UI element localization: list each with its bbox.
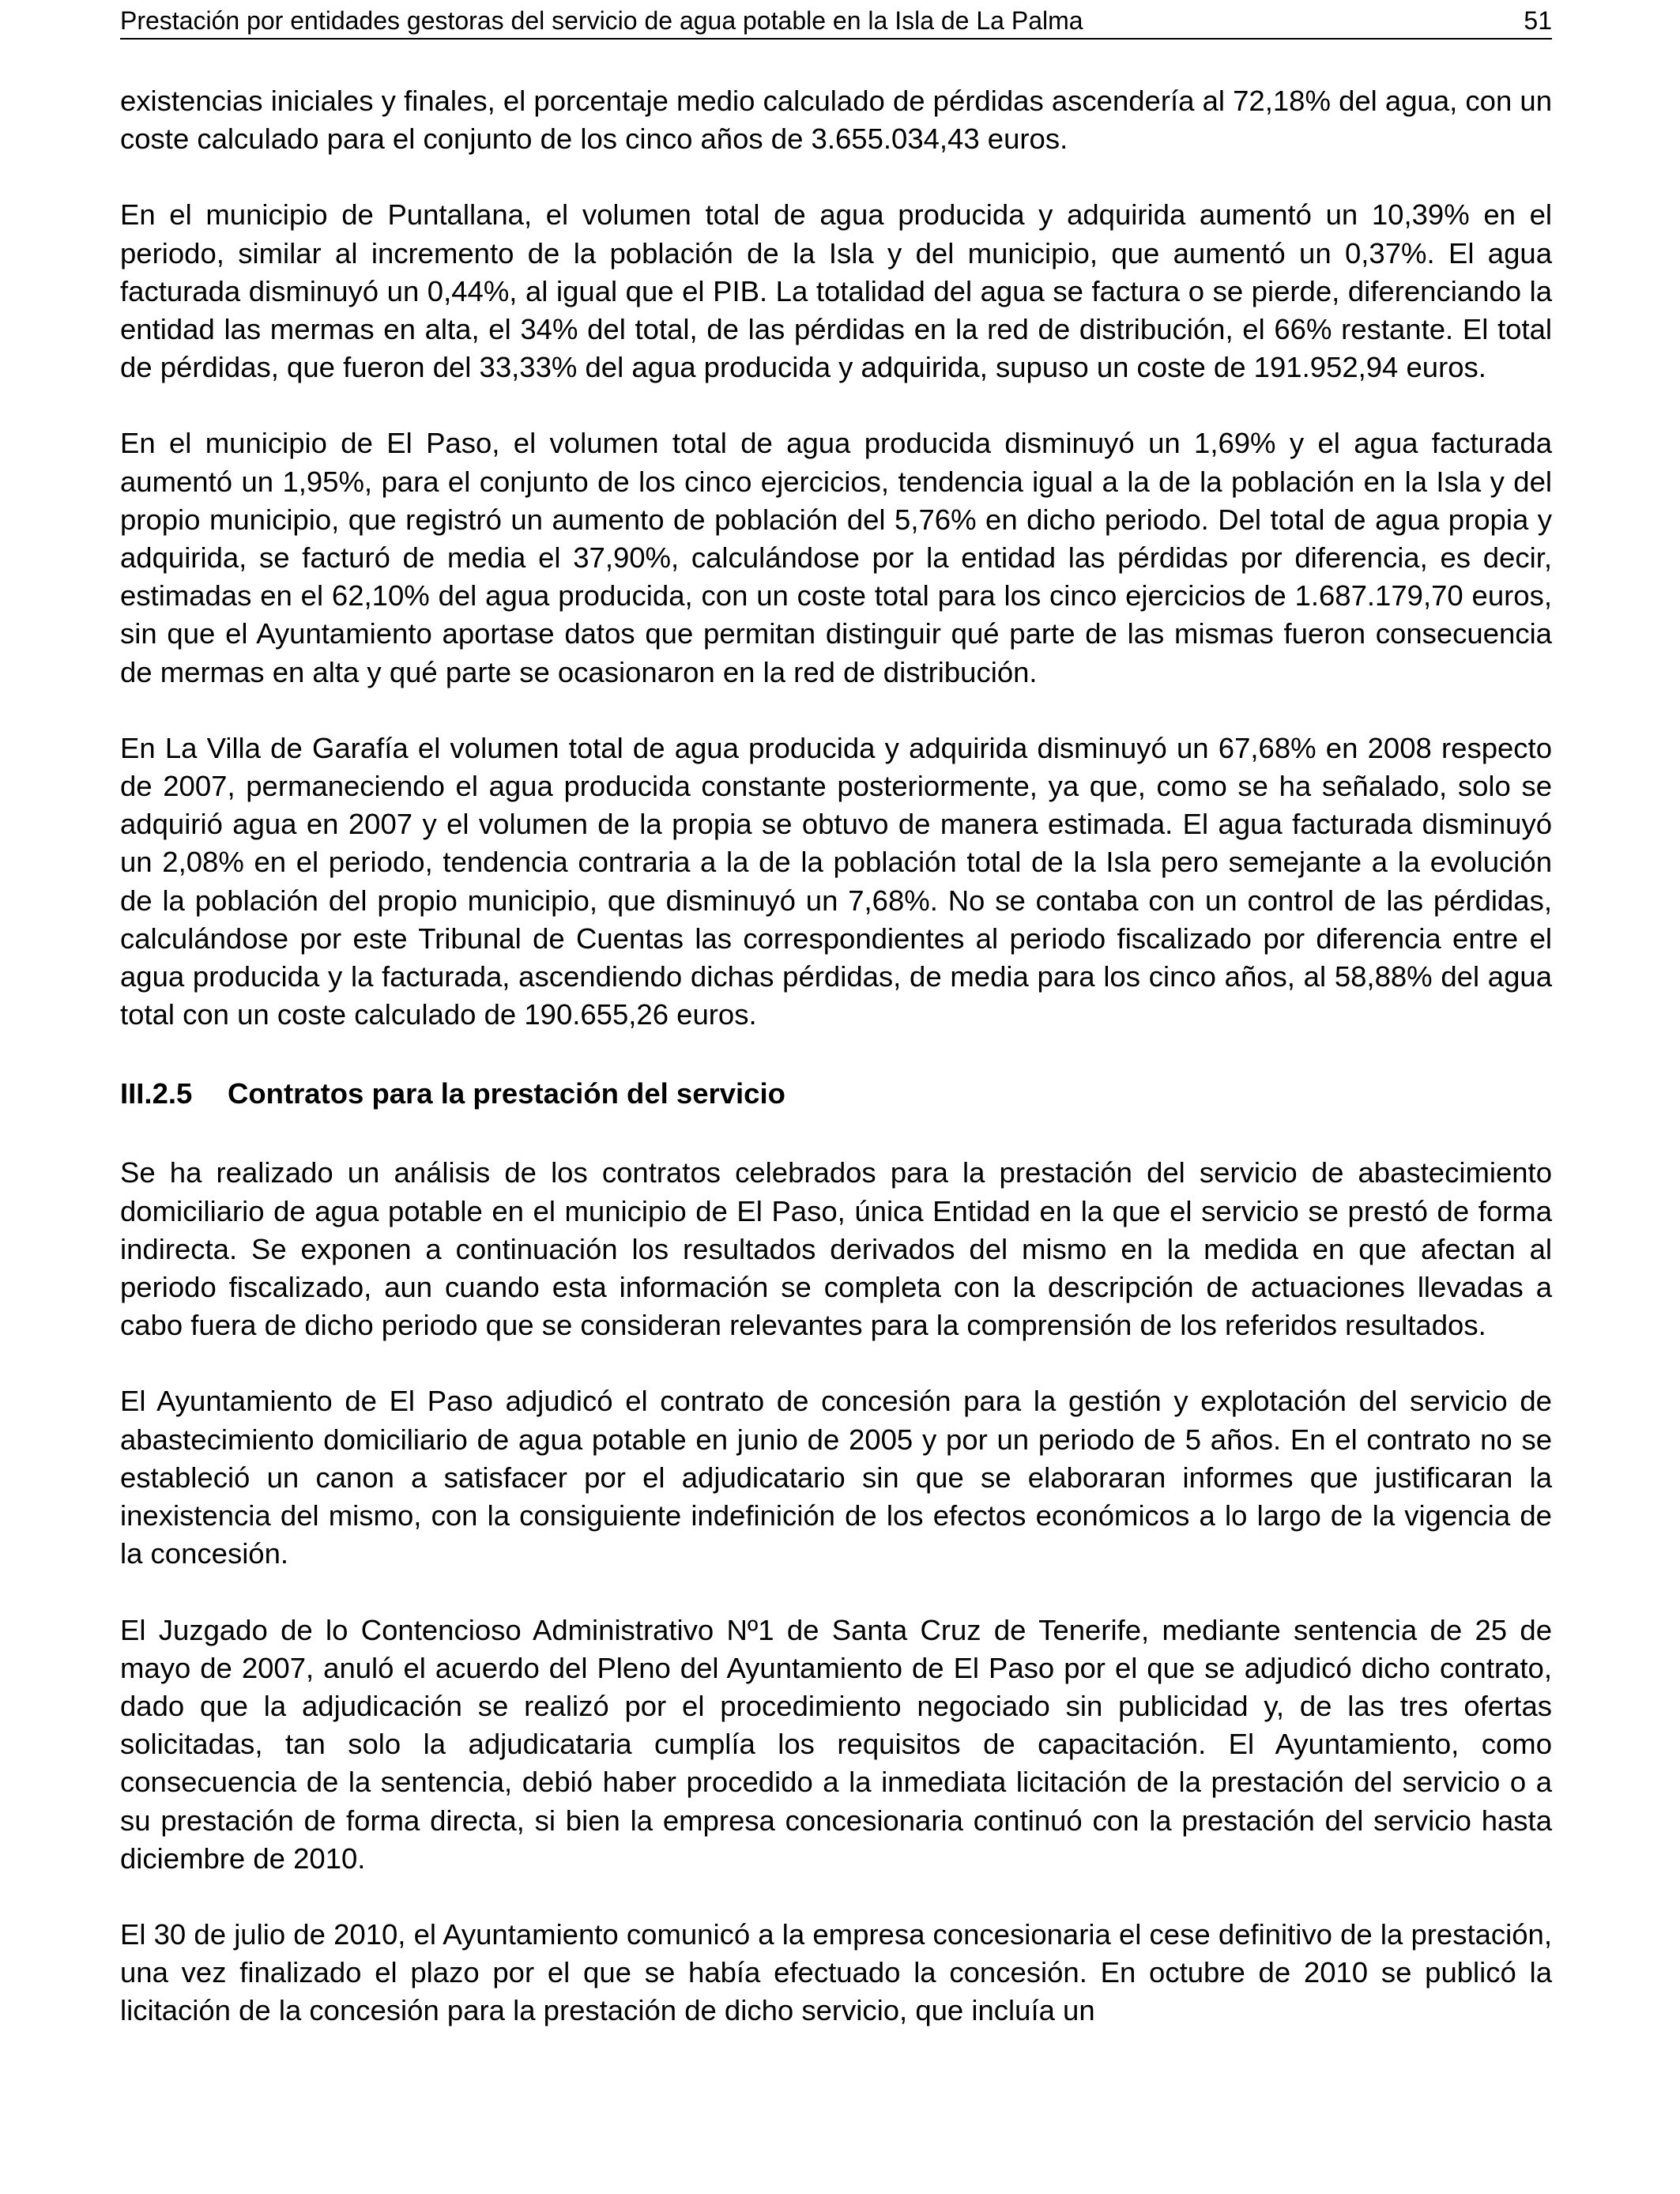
- page-content: [120, 82, 1552, 2030]
- section-paragraph-3: El Juzgado de lo Contencioso Administrativo Nº1 de Santa Cruz de Tenerife, mediante sentencia de 25 de mayo de 2007, anuló el acuerdo del Pleno del Ayuntamiento de El Paso por el que se adjudicó dicho contrato, dado que la adjudicación se realizó por el procedimiento negociado sin publicidad y, de las tres ofertas solicitadas, tan solo la adjudicataria cumplía los requisitos de capacitación. El Ayuntamiento, como consecuencia de la sentencia, debió haber procedido a la inmediata licitación de la prestación del servicio o a su prestación de forma directa, si bien la empresa concesionaria continuó con la prestación del servicio hasta diciembre de 2010.: [120, 1613, 1552, 1875]
- section-number: III.2.5: [120, 1077, 193, 1110]
- section-paragraph-2: El Ayuntamiento de El Paso adjudicó el contrato de concesión para la gestión y explotación del servicio de abastecimiento domiciliario de agua potable en junio de 2005 y por un periodo de 5 años. En el contrato no se estableció un canon a satisfacer por el adjudicatario sin que se elaboraran informes que justificaran la inexistencia del mismo, con la consiguiente indefinición de los efectos económicos a lo largo de la vigencia de la concesión.: [120, 1385, 1552, 1570]
- section-title: Contratos para la prestación del servicio: [228, 1077, 785, 1110]
- header-title: Prestación por entidades gestoras del servicio de agua potable en la Isla de La Palma: [120, 6, 1083, 35]
- section-paragraph-1: Se ha realizado un análisis de los contratos celebrados para la prestación del servicio de abastecimiento domiciliario de agua potable en el municipio de El Paso, única Entidad en la que el servicio se prestó de forma indirecta. Se exponen a continuación los resultados derivados del mismo en la medida en que afectan al periodo fiscalizado, aun cuando esta información se completa con la descripción de actuaciones llevadas a cabo fuera de dicho periodo que se consideran relevantes para la comprensión de los referidos resultados.: [120, 1156, 1552, 1342]
- paragraph-4: En La Villa de Garafía el volumen total de agua producida y adquirida disminuyó un 67,68% en 2008 respecto de 2007, permaneciendo el agua producida constante posteriormente, ya que, como se ha señalado, solo se adquirió agua en 2007 y el volumen de la propia se obtuvo de manera estimada. El agua facturada disminuyó un 2,08% en el periodo, tendencia contraria a la de la población total de la Isla pero semejante a la evolución de la población del propio municipio, que disminuyó un 7,68%. No se contaba con un control de las pérdidas, calculándose por este Tribunal de Cuentas las correspondientes al periodo fiscalizado por diferencia entre el agua producida y la facturada, ascendiendo dichas pérdidas, de media para los cinco años, al 58,88% del agua total con un coste calculado de 190.655,26 euros.: [120, 731, 1552, 1031]
- page-number: 51: [1524, 6, 1552, 35]
- section-paragraph-4: El 30 de julio de 2010, el Ayuntamiento comunicó a la empresa concesionaria el cese definitivo de la prestación, una vez finalizado el plazo por el que se había efectuado la concesión. En octubre de 2010 se publicó la licitación de la concesión para la prestación de dicho servicio, que incluía un: [120, 1917, 1552, 2027]
- page-header: [120, 3, 1552, 40]
- paragraph-2: En el municipio de Puntallana, el volumen total de agua producida y adquirida aumentó un 10,39% en el periodo, similar al incremento de la población de la Isla y del municipio, que aumentó un 0,37%. El agua facturada disminuyó un 0,44%, al igual que el PIB. La totalidad del agua se factura o se pierde, diferenciando la entidad las mermas en alta, el 34% del total, de las pérdidas en la red de distribución, el 66% restante. El total de pérdidas, que fueron del 33,33% del agua producida y adquirida, supuso un coste de 191.952,94 euros.: [120, 198, 1552, 384]
- paragraph-3: En el municipio de El Paso, el volumen total de agua producida disminuyó un 1,69% y el agua facturada aumentó un 1,95%, para el conjunto de los cinco ejercicios, tendencia igual a la de la población en la Isla y del propio municipio, que registró un aumento de población del 5,76% en dicho periodo. Del total de agua propia y adquirida, se facturó de media el 37,90%, calculándose por la entidad las pérdidas por diferencia, es decir, estimadas en el 62,10% del agua producida, con un coste total para los cinco ejercicios de 1.687.179,70 euros, sin que el Ayuntamiento aportase datos que permitan distinguir qué parte de las mismas fueron consecuencia de mermas en alta y qué parte se ocasionaron en la red de distribución.: [120, 427, 1552, 688]
- paragraph-1: existencias iniciales y finales, el porcentaje medio calculado de pérdidas ascendería al 72,18% del agua, con un coste calculado para el conjunto de los cinco años de 3.655.034,43 euros.: [120, 85, 1552, 156]
- section-heading: [120, 1072, 1552, 1116]
